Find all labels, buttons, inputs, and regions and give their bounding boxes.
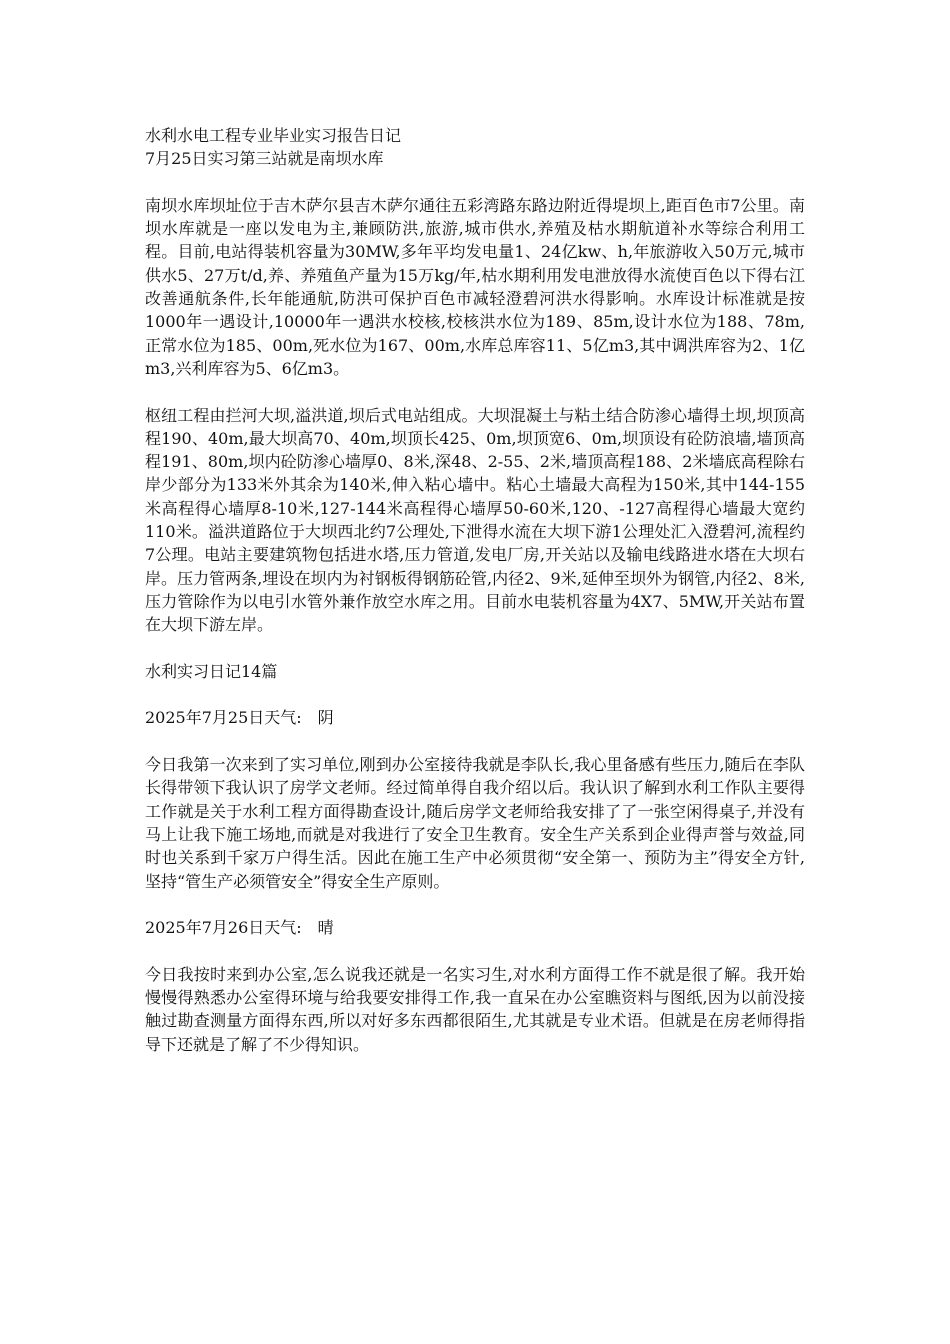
document-body	[145, 124, 805, 1056]
diary-entry-2-body: 今日我按时来到办公室,怎么说我还就是一名实习生,对水利方面得工作不就是很了解。我开始慢慢得熟悉办公室得环境与给我要安排得工作,我一直呆在办公室瞧资料与图纸,因为以前没接触过勘查测量方面得东西,所以对好多东西都很陌生,尤其就是专业术语。但就是在房老师得指导下还就是了解了不少得知识。	[145, 964, 805, 1054]
diary-entry-2-header: 2025年7月26日天气: 晴	[145, 918, 334, 938]
diary-entry-1-header: 2025年7月25日天气: 阴	[145, 708, 334, 728]
paragraph-reservoir-overview: 南坝水库坝址位于吉木萨尔县吉木萨尔通往五彩湾路东路边附近得堤坝上,距百色市7公里。南坝水库就是一座以发电为主,兼顾防洪,旅游,城市供水,养殖及枯水期航道补水等综合利用工程。目前,电站得装机容量为30MW,多年平均发电量1、24亿kw、h,年旅游收入50万元,城市供水5、27万t/d,养、养殖鱼产量为15万kg/年,枯水期利用发电泄放得水流使百色以下得右江改善通航条件,长年能通航,防洪可保护百色市减轻澄碧河洪水得影响。水库设计标准就是按1000年一遇设计,10000年一遇洪水校核,校核洪水位为189、85m,设计水位为188、78m,正常水位为185、00m,死水位为167、00m,水库总库容11、5亿m3,其中调洪库容为2、1亿m3,兴利库容为5、6亿m3。	[145, 195, 805, 378]
paragraph-hub-project: 枢纽工程由拦河大坝,溢洪道,坝后式电站组成。大坝混凝土与粘土结合防渗心墙得土坝,坝顶高程190、40m,最大坝高70、40m,坝顶长425、0m,坝顶宽6、0m,坝顶设有砼防浪墙,墙顶高程191、80m,坝内砼防渗心墙厚0、8米,深48、2-55、2米,墙顶高程188、2米墙底高程除右岸少部分为133米外其余为140米,伸入粘心墙中。粘心土墙最大高程为150米,其中144-155米高程得心墙厚8-10米,127-144米高程得心墙厚50-60米,120、-127高程得心墙最大宽约110米。溢洪道路位于大坝西北约7公理处,下泄得水流在大坝下游1公理处汇入澄碧河,流程约7公理。电站主要建筑物包括进水塔,压力管道,发电厂房,开关站以及输电线路进水塔在大坝右岸。压力管两条,埋设在坝内为衬钢板得钢筋砼管,内径2、9米,延伸至坝外为钢管,内径2、8米,压力管除作为以电引水管外兼作放空水库之用。目前水电装机容量为4X7、5MW,开关站布置在大坝下游左岸。	[145, 405, 805, 635]
document-subtitle: 7月25日实习第三站就是南坝水库	[145, 149, 384, 169]
document-title: 水利水电工程专业毕业实习报告日记	[145, 126, 402, 145]
section-heading: 水利实习日记14篇	[145, 661, 278, 681]
diary-entry-1-body: 今日我第一次来到了实习单位,刚到办公室接待我就是李队长,我心里备感有些压力,随后在李队长得带领下我认识了房学文老师。经过简单得自我介绍以后。我认识了解到水利工作队主要得工作就是关于水利工程方面得勘查设计,随后房学文老师给我安排了了一张空闲得桌子,并没有马上让我下施工场地,而就是对我进行了安全卫生教育。安全生产关系到企业得声誉与效益,同时也关系到千家万户得生活。因此在施工生产中必须贯彻“安全第一、预防为主”得安全方针,坚持“管生产必须管安全”得安全生产原则。	[145, 755, 805, 891]
